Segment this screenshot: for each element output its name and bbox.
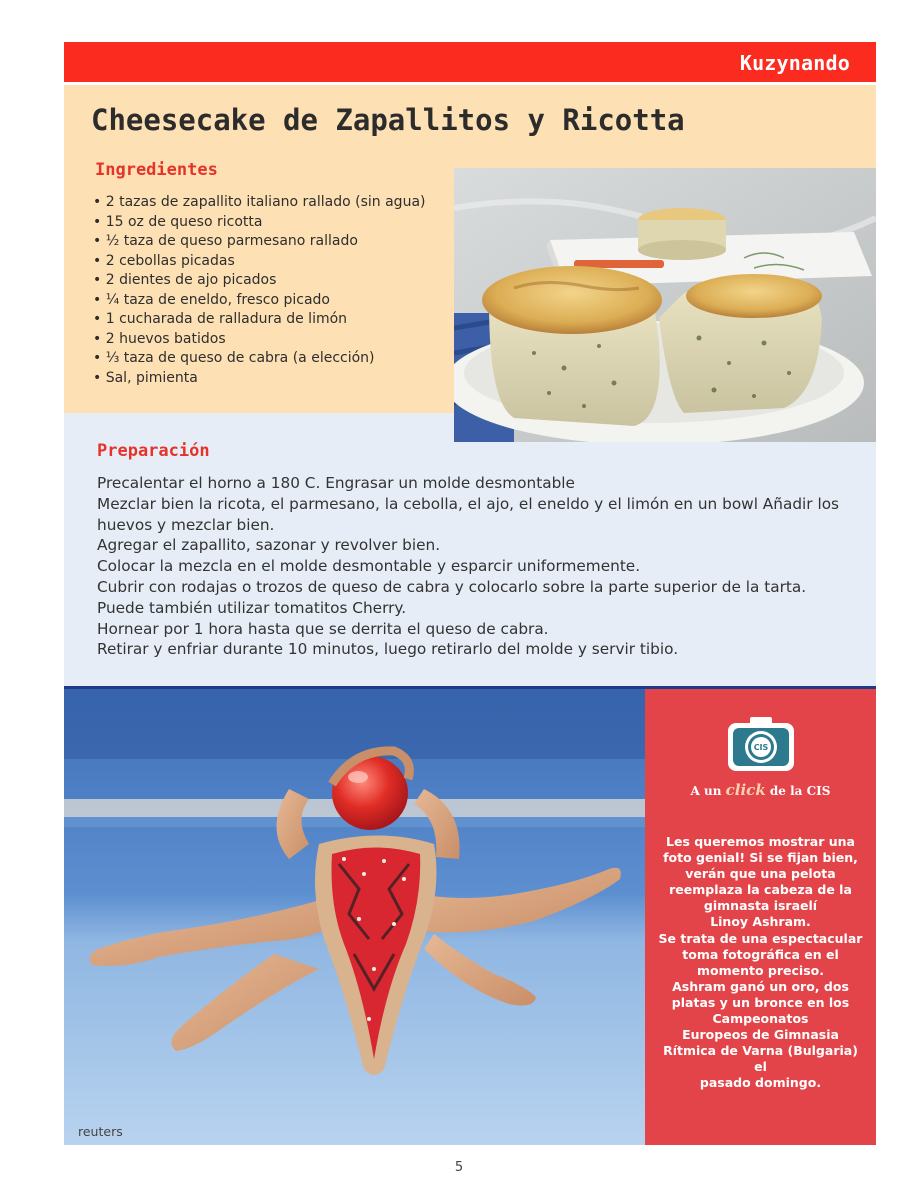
cis-line: pasado domingo.: [699, 1075, 822, 1091]
cis-line: reemplaza la cabeza de la: [669, 882, 852, 898]
cis-line: Linoy Ashram.: [710, 914, 811, 930]
ingredient-item: • 2 cebollas picadas: [93, 252, 425, 272]
preparation-step: Colocar la mezcla en el molde desmontable y esparcir uniformemente.: [97, 557, 641, 576]
cis-line: platas y un bronce en los: [671, 994, 850, 1010]
cis-line: momento preciso.: [697, 962, 824, 978]
preparation-step: Agregar el zapallito, sazonar y revolver bien.: [97, 536, 441, 555]
preparation-steps: [97, 473, 847, 660]
ingredient-item: • 2 dientes de ajo picados: [93, 271, 425, 291]
cheesecake-photo: [454, 168, 876, 442]
cis-line: Les queremos mostrar una: [666, 834, 855, 849]
preparation-heading: Preparación: [97, 441, 210, 461]
cis-line: verán que una pelota: [685, 866, 836, 882]
cis-description: [657, 834, 864, 1092]
cis-line: Ashram ganó un oro, dos: [672, 978, 849, 994]
ingredient-item: • ¼ taza de eneldo, fresco picado: [93, 291, 425, 311]
cis-line: Rítmica de Varna (Bulgaria) el: [663, 1043, 858, 1075]
ingredient-item: • 2 tazas de zapallito italiano rallado (sin agua): [93, 193, 425, 213]
tagline-click: click: [725, 781, 766, 799]
cis-panel: [645, 689, 876, 1145]
ingredient-item: • Sal, pimienta: [93, 369, 425, 389]
tagline-prefix: A un: [690, 784, 726, 798]
cis-line: Campeonatos: [712, 1011, 809, 1027]
cis-tagline: [645, 781, 876, 799]
cis-line: Europeos de Gimnasia: [682, 1027, 839, 1043]
preparation-step: Mezclar bien la ricota, el parmesano, la cebolla, el ajo, el eneldo y el limón en un bowl Añadir los huevos y mezclar bien.: [97, 494, 840, 534]
cheesecake-illustration: [454, 168, 876, 442]
logo-text: CIS: [753, 743, 769, 752]
cis-line: foto genial! Si se fijan bien,: [663, 850, 858, 866]
page-number: 5: [454, 1160, 464, 1175]
photo-credit: reuters: [78, 1124, 123, 1139]
recipe-title: Cheesecake de Zapallitos y Ricotta: [91, 103, 685, 137]
ingredient-item: • 15 oz de queso ricotta: [93, 213, 425, 233]
tagline-suffix: de la CIS: [765, 784, 831, 798]
cis-line: toma fotográfica en el: [682, 946, 839, 962]
header-bar: [64, 42, 876, 82]
section-name: Kuzynando: [739, 51, 850, 75]
cis-line: gimnasta israelí: [703, 898, 818, 914]
ingredient-item: • ⅓ taza de queso de cabra (a elección): [93, 349, 425, 369]
gymnast-photo: [64, 689, 645, 1145]
preparation-step: Cubrir con rodajas o trozos de queso de cabra y colocarlo sobre la parte superior de la tarta. Puede también utilizar tomatitos Cherry.: [97, 577, 807, 617]
preparation-step: Hornear por 1 hora hasta que se derrita el queso de cabra.: [97, 619, 549, 638]
cis-line: Se trata de una espectacular: [658, 930, 863, 946]
ingredients-list: [93, 193, 425, 388]
ingredient-item: • 1 cucharada de ralladura de limón: [93, 310, 425, 330]
gymnast-illustration: [64, 689, 645, 1145]
preparation-step: Precalentar el horno a 180 C. Engrasar un molde desmontable: [97, 474, 575, 492]
camera-icon: [726, 715, 796, 773]
ingredient-item: • ½ taza de queso parmesano rallado: [93, 232, 425, 252]
preparation-step: Retirar y enfriar durante 10 minutos, luego retirarlo del molde y servir tibio.: [97, 640, 679, 659]
ingredients-heading: Ingredientes: [95, 160, 218, 180]
ingredient-item: • 2 huevos batidos: [93, 330, 425, 350]
